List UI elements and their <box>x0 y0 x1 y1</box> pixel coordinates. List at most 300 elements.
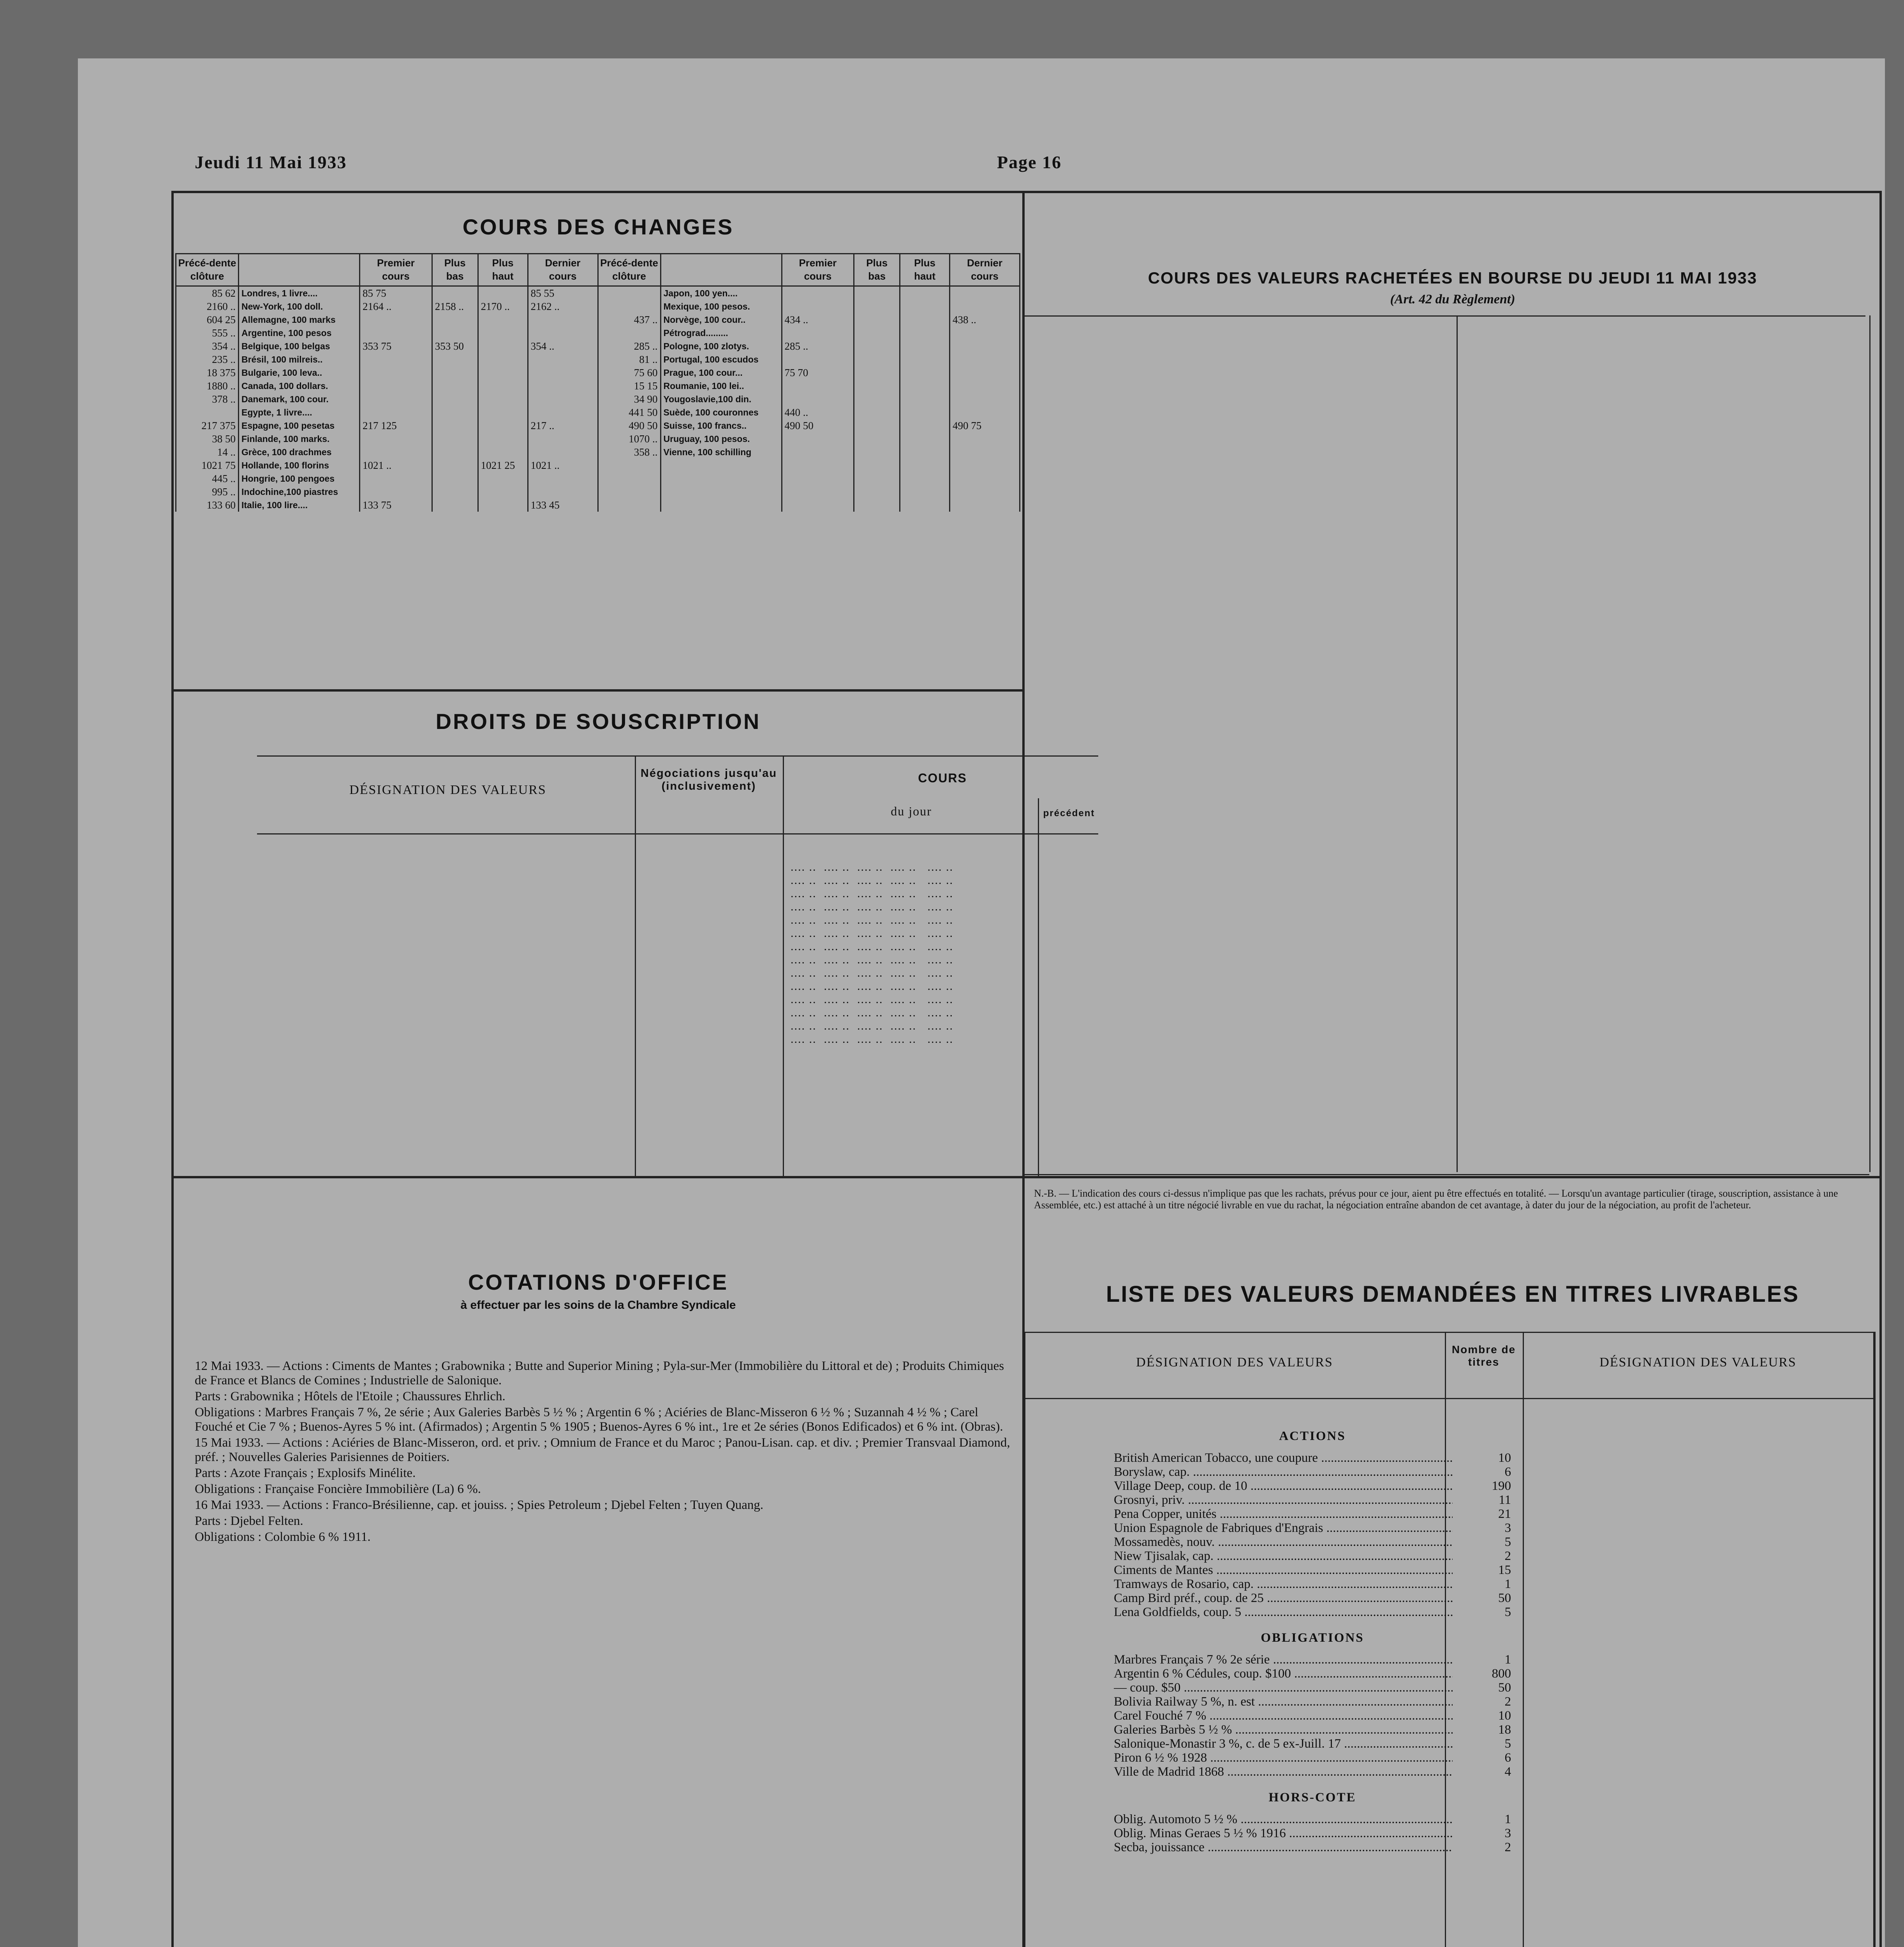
livrables-col-line-3 <box>1873 1332 1874 1947</box>
fx-left-prev: 2160 .. <box>176 300 239 313</box>
fx-right-name: Suède, 100 couronnes <box>660 406 782 419</box>
fx-right-prev <box>598 326 660 340</box>
fx-left-name: Brésil, 100 milreis.. <box>239 353 360 366</box>
fx-left-high <box>478 472 528 485</box>
droits-col-precedent: précédent <box>1043 808 1095 819</box>
fx-left-first <box>360 353 432 366</box>
fx-left-prev: 445 .. <box>176 472 239 485</box>
item-name: Camp Bird préf., coup. de 25 ..... <box>1114 1591 1453 1605</box>
fx-right-high <box>900 485 950 498</box>
fx-right-name: Yougoslavie,100 din. <box>660 393 782 406</box>
livrables-title: LISTE DES VALEURS DEMANDÉES EN TITRES LIVRABLES <box>1106 1282 1800 1307</box>
fx-right-last <box>950 300 1020 313</box>
fx-right-name: Mexique, 100 pesos. <box>660 300 782 313</box>
list-row <box>1114 1479 1511 1493</box>
item-name: Boryslaw, cap. ..... <box>1114 1465 1453 1479</box>
fx-left-high <box>478 393 528 406</box>
fx-right-last <box>950 326 1020 340</box>
list-row <box>1114 1812 1511 1826</box>
item-n: 1 <box>1504 1577 1511 1591</box>
item-name: British American Tobacco, une coupure ..... <box>1114 1451 1453 1465</box>
fx-right-last <box>950 485 1020 498</box>
fx-right-name: Vienne, 100 schilling <box>660 445 782 459</box>
fx-left-prev: 217 375 <box>176 419 239 432</box>
col-prev-right: Précé-dente clôture <box>598 254 660 286</box>
fx-right-first <box>782 485 854 498</box>
fx-row <box>176 366 1020 379</box>
livrables-col-line-2 <box>1523 1332 1524 1947</box>
fx-left-high <box>478 286 528 300</box>
fx-left-prev: 85 62 <box>176 286 239 300</box>
livrables-horscote-label: HORS-COTE <box>1268 1790 1356 1804</box>
fx-right-low <box>854 485 900 498</box>
fx-right-high <box>900 445 950 459</box>
fx-right-last: 490 75 <box>950 419 1020 432</box>
item-n: 4 <box>1504 1765 1511 1779</box>
item-n: 3 <box>1504 1521 1511 1535</box>
col-spacer-right <box>660 254 782 286</box>
fx-left-prev: 555 .. <box>176 326 239 340</box>
exchange-rates-table <box>175 253 1020 512</box>
fx-left-name: Hongrie, 100 pengoes <box>239 472 360 485</box>
droits-head-line <box>257 833 1098 834</box>
cotations-title: COTATIONS D'OFFICE <box>468 1270 729 1294</box>
col-high-left: Plus haut <box>478 254 528 286</box>
fx-left-first <box>360 472 432 485</box>
fx-left-last <box>528 326 598 340</box>
list-row <box>1114 1493 1511 1507</box>
item-name: Piron 6 ½ % 1928 ..... <box>1114 1751 1453 1765</box>
fx-left-last <box>528 393 598 406</box>
fx-right-low <box>854 379 900 393</box>
fx-left-last: 2162 .. <box>528 300 598 313</box>
fx-left-low: 353 50 <box>432 340 478 353</box>
cotation-paragraph: Parts : Djebel Felten. <box>195 1514 303 1528</box>
fx-row <box>176 286 1020 300</box>
fx-left-low <box>432 326 478 340</box>
fx-right-high <box>900 406 950 419</box>
livrables-col-nombre: Nombre de titres <box>1451 1343 1516 1368</box>
list-row <box>1114 1667 1511 1681</box>
item-n: 21 <box>1498 1507 1511 1521</box>
fx-right-high <box>900 393 950 406</box>
livrables-actions-label: ACTIONS <box>1279 1429 1346 1443</box>
cotation-paragraph: 12 Mai 1933. — Actions : Ciments de Mantes ; Grabownika ; Butte and Superior Mining ; Pyla-sur-Mer (Immobilière du Littoral et de) ; Produits Chimiques de France et Blancs de Comines ; Industrielle de Salonique. <box>195 1359 1004 1387</box>
fx-left-high <box>478 340 528 353</box>
item-n: 6 <box>1504 1465 1511 1479</box>
fx-left-low <box>432 353 478 366</box>
livrables-list <box>1114 1417 1511 1854</box>
fx-left-high <box>478 366 528 379</box>
fx-right-low <box>854 366 900 379</box>
fx-left-prev: 14 .. <box>176 445 239 459</box>
fx-left-first <box>360 445 432 459</box>
fx-right-name: Pétrograd......... <box>660 326 782 340</box>
rachetees-head-line <box>1024 315 1865 317</box>
livrables-col-designation: DÉSIGNATION DES VALEURS <box>1136 1355 1333 1370</box>
fx-right-last <box>950 498 1020 512</box>
fx-left-first <box>360 406 432 419</box>
fx-left-high <box>478 419 528 432</box>
fx-right-first <box>782 326 854 340</box>
fx-right-prev <box>598 286 660 300</box>
fx-right-prev: 1070 .. <box>598 432 660 445</box>
fx-left-prev: 378 .. <box>176 393 239 406</box>
fx-left-high <box>478 313 528 326</box>
fx-row <box>176 340 1020 353</box>
droits-title: DROITS DE SOUSCRIPTION <box>435 709 761 734</box>
fx-right-high <box>900 340 950 353</box>
list-row <box>1114 1723 1511 1737</box>
item-name: Grosnyi, priv. ..... <box>1114 1493 1453 1507</box>
fx-left-name: Allemagne, 100 marks <box>239 313 360 326</box>
list-row <box>1114 1451 1511 1465</box>
fx-right-high <box>900 419 950 432</box>
fx-right-low <box>854 445 900 459</box>
fx-left-first <box>360 366 432 379</box>
fx-right-first <box>782 498 854 512</box>
livrables-obligations-label: OBLIGATIONS <box>1261 1631 1364 1645</box>
col-last-left: Dernier cours <box>528 254 598 286</box>
cotation-paragraph: 16 Mai 1933. — Actions : Franco-Brésilienne, cap. et jouiss. ; Spies Petroleum ; Djebel Felten ; Tuyen Quang. <box>195 1498 764 1512</box>
fx-right-last <box>950 340 1020 353</box>
droits-col-line-3 <box>1038 798 1039 1176</box>
fx-left-first: 85 75 <box>360 286 432 300</box>
fx-row <box>176 353 1020 366</box>
list-row <box>1114 1709 1511 1723</box>
page-date: Jeudi 11 Mai 1933 <box>195 152 347 172</box>
fx-right-first: 440 .. <box>782 406 854 419</box>
item-name: Niew Tjisalak, cap. ..... <box>1114 1549 1453 1563</box>
cotation-paragraph: Parts : Grabownika ; Hôtels de l'Etoile ; Chaussures Ehrlich. <box>195 1389 506 1403</box>
fx-right-low <box>854 459 900 472</box>
fx-right-high <box>900 353 950 366</box>
fx-left-first: 133 75 <box>360 498 432 512</box>
fx-right-first: 285 .. <box>782 340 854 353</box>
fx-left-high <box>478 379 528 393</box>
list-row <box>1114 1507 1511 1521</box>
item-n: 10 <box>1498 1709 1511 1723</box>
fx-left-low <box>432 498 478 512</box>
changes-title: COURS DES CHANGES <box>462 215 734 239</box>
fx-right-first: 434 .. <box>782 313 854 326</box>
item-name: Argentin 6 % Cédules, coup. $100 ..... <box>1114 1667 1453 1681</box>
fx-right-low <box>854 419 900 432</box>
item-name: Oblig. Automoto 5 ½ % ..... <box>1114 1812 1453 1826</box>
item-n: 6 <box>1504 1751 1511 1765</box>
fx-left-high <box>478 498 528 512</box>
fx-left-prev: 604 25 <box>176 313 239 326</box>
fx-left-last <box>528 485 598 498</box>
fx-right-prev: 15 15 <box>598 379 660 393</box>
section-divider-1 <box>174 1176 1879 1178</box>
fx-right-low <box>854 472 900 485</box>
fx-right-first <box>782 286 854 300</box>
fx-left-name: Espagne, 100 pesetas <box>239 419 360 432</box>
fx-left-high <box>478 432 528 445</box>
fx-right-name <box>660 498 782 512</box>
cotation-paragraph: Parts : Azote Français ; Explosifs Minélite. <box>195 1466 416 1480</box>
list-row <box>1114 1591 1511 1605</box>
fx-left-last: 217 .. <box>528 419 598 432</box>
fx-right-first <box>782 353 854 366</box>
fx-right-prev: 285 .. <box>598 340 660 353</box>
fx-left-prev: 995 .. <box>176 485 239 498</box>
list-row <box>1114 1577 1511 1591</box>
fx-left-name: Canada, 100 dollars. <box>239 379 360 393</box>
fx-right-low <box>854 406 900 419</box>
fx-row <box>176 432 1020 445</box>
fx-row <box>176 300 1020 313</box>
item-name: — coup. $50 ..... <box>1114 1681 1453 1695</box>
fx-right-low <box>854 498 900 512</box>
fx-right-name <box>660 459 782 472</box>
fx-left-name: Egypte, 1 livre.... <box>239 406 360 419</box>
fx-right-low <box>854 286 900 300</box>
item-n: 5 <box>1504 1737 1511 1751</box>
item-n: 15 <box>1498 1563 1511 1577</box>
droits-col-cours: COURS <box>918 771 967 785</box>
droits-col-line-2 <box>783 755 784 1176</box>
fx-right-high <box>900 379 950 393</box>
fx-right-high <box>900 286 950 300</box>
fx-row <box>176 406 1020 419</box>
fx-right-first <box>782 445 854 459</box>
fx-right-low <box>854 340 900 353</box>
item-name: Carel Fouché 7 % ..... <box>1114 1709 1453 1723</box>
fx-right-first <box>782 432 854 445</box>
col-first-left: Premier cours <box>360 254 432 286</box>
col-low-left: Plus bas <box>432 254 478 286</box>
cotation-paragraph: 15 Mai 1933. — Actions : Aciéries de Blanc-Misseron, ord. et priv. ; Omnium de France et du Maroc ; Panou-Lisan. cap. et div. ; Premier Transvaal Diamond, préf. ; Nouvelles Galeries Parisiennes de Poitiers. <box>195 1436 1010 1464</box>
fx-left-high: 1021 25 <box>478 459 528 472</box>
fx-right-prev: 81 .. <box>598 353 660 366</box>
fx-left-low <box>432 313 478 326</box>
item-name: Bolivia Railway 5 %, n. est ..... <box>1114 1695 1453 1709</box>
fx-right-name: Pologne, 100 zlotys. <box>660 340 782 353</box>
list-row <box>1114 1549 1511 1563</box>
list-row <box>1114 1681 1511 1695</box>
item-name: Pena Copper, unités ..... <box>1114 1507 1453 1521</box>
fx-left-high <box>478 406 528 419</box>
fx-left-last <box>528 313 598 326</box>
cotation-paragraph: Obligations : Colombie 6 % 1911. <box>195 1530 371 1544</box>
rachetees-bottom-line <box>1024 1174 1869 1175</box>
fx-right-high <box>900 472 950 485</box>
list-row <box>1114 1826 1511 1840</box>
list-row <box>1114 1605 1511 1619</box>
rachetees-subtitle: (Art. 42 du Règlement) <box>1390 292 1515 306</box>
item-n: 50 <box>1498 1591 1511 1605</box>
fx-left-high: 2170 .. <box>478 300 528 313</box>
item-name: Galeries Barbès 5 ½ % ..... <box>1114 1723 1453 1737</box>
fx-row <box>176 419 1020 432</box>
fx-right-last <box>950 353 1020 366</box>
fx-left-low <box>432 445 478 459</box>
fx-right-prev: 490 50 <box>598 419 660 432</box>
fx-right-prev <box>598 459 660 472</box>
fx-left-high <box>478 353 528 366</box>
fx-right-name: Portugal, 100 escudos <box>660 353 782 366</box>
fx-row <box>176 485 1020 498</box>
fx-left-high <box>478 485 528 498</box>
fx-right-name: Prague, 100 cour... <box>660 366 782 379</box>
list-row <box>1114 1653 1511 1667</box>
newspaper-page <box>78 58 1885 1947</box>
droits-col-line-1 <box>635 755 636 1176</box>
list-row <box>1114 1765 1511 1779</box>
fx-right-prev <box>598 300 660 313</box>
fx-right-high <box>900 326 950 340</box>
fx-left-low <box>432 459 478 472</box>
rachetees-col-line-2 <box>1869 315 1871 1172</box>
item-name: Mossamedès, nouv. ..... <box>1114 1535 1453 1549</box>
fx-left-first <box>360 393 432 406</box>
livrables-head-line <box>1024 1398 1873 1399</box>
list-row <box>1114 1695 1511 1709</box>
fx-right-last <box>950 393 1020 406</box>
item-n: 1 <box>1504 1653 1511 1667</box>
fx-left-prev: 1021 75 <box>176 459 239 472</box>
item-name: Lena Goldfields, coup. 5 ..... <box>1114 1605 1453 1619</box>
droits-divider <box>174 689 1023 692</box>
item-n: 18 <box>1498 1723 1511 1737</box>
rachetees-title: COURS DES VALEURS RACHETÉES EN BOURSE DU JEUDI 11 MAI 1933 <box>1148 269 1758 287</box>
item-name: Oblig. Minas Geraes 5 ½ % 1916 ..... <box>1114 1826 1453 1840</box>
fx-right-high <box>900 459 950 472</box>
droits-col-negociations: Négociations jusqu'au (inclusivement) <box>640 767 777 792</box>
droits-col-jour: du jour <box>891 804 932 818</box>
fx-right-last: 438 .. <box>950 313 1020 326</box>
fx-left-prev: 1880 .. <box>176 379 239 393</box>
fx-left-prev: 18 375 <box>176 366 239 379</box>
item-n: 10 <box>1498 1451 1511 1465</box>
fx-right-last <box>950 459 1020 472</box>
fx-right-low <box>854 432 900 445</box>
item-name: Secba, jouissance ..... <box>1114 1840 1453 1854</box>
item-n: 3 <box>1504 1826 1511 1840</box>
list-row <box>1114 1521 1511 1535</box>
item-name: Ville de Madrid 1868 ..... <box>1114 1765 1453 1779</box>
fx-right-low <box>854 353 900 366</box>
fx-left-name: Londres, 1 livre.... <box>239 286 360 300</box>
fx-left-low <box>432 366 478 379</box>
fx-right-name: Suisse, 100 francs.. <box>660 419 782 432</box>
fx-right-low <box>854 393 900 406</box>
fx-left-first: 217 125 <box>360 419 432 432</box>
fx-left-low <box>432 286 478 300</box>
fx-right-first <box>782 393 854 406</box>
fx-left-prev: 133 60 <box>176 498 239 512</box>
fx-left-name: Indochine,100 piastres <box>239 485 360 498</box>
fx-right-high <box>900 366 950 379</box>
item-n: 5 <box>1504 1535 1511 1549</box>
fx-left-first <box>360 313 432 326</box>
item-name: Village Deep, coup. de 10 ..... <box>1114 1479 1453 1493</box>
droits-dotted-placeholder: .... .. .... .. .... .. .... .. .... .. .... .. .... .. .... .. .... .. .... .. .... .. .... .. .... .. .... .. .... .. .... .. .... .. .... .. .... .. .... .. .... .. .... .. .... .. .... .. .... .. .... .. .... .. .... .. .... .. .... .. .... .. .... .. .... .. .... .. .... .. .... .. .... .. .... .. .... .. .... .. .... .. .... .. .... .. .... .. .... .. .... .. .... .. .... .. .... .. .... .. .... .. .... .. .... .. .... .. .... .. .... .. .... .. .... .. .... .. .... .. .... .. .... .. .... .. .... .. .... .. .... .. .... .. .... .. .... .. .... .. <box>791 861 953 1046</box>
item-n: 190 <box>1492 1479 1511 1493</box>
fx-right-name: Japon, 100 yen.... <box>660 286 782 300</box>
item-n: 11 <box>1499 1493 1511 1507</box>
item-n: 2 <box>1504 1695 1511 1709</box>
fx-left-last <box>528 445 598 459</box>
fx-left-low <box>432 485 478 498</box>
fx-left-low <box>432 432 478 445</box>
fx-right-prev: 437 .. <box>598 313 660 326</box>
col-last-right: Dernier cours <box>950 254 1020 286</box>
item-n: 800 <box>1492 1667 1511 1681</box>
fx-right-first: 75 70 <box>782 366 854 379</box>
item-name: Union Espagnole de Fabriques d'Engrais ..... <box>1114 1521 1453 1535</box>
item-name: Marbres Français 7 % 2e série ..... <box>1114 1653 1453 1667</box>
fx-right-last <box>950 406 1020 419</box>
fx-left-name: Argentine, 100 pesos <box>239 326 360 340</box>
fx-right-low <box>854 313 900 326</box>
fx-row <box>176 472 1020 485</box>
fx-left-name: Belgique, 100 belgas <box>239 340 360 353</box>
droits-col-designation: DÉSIGNATION DES VALEURS <box>349 783 546 797</box>
item-name: Ciments de Mantes ..... <box>1114 1563 1453 1577</box>
fx-left-last <box>528 472 598 485</box>
fx-left-first <box>360 485 432 498</box>
item-n: 2 <box>1504 1840 1511 1854</box>
livrables-col-designation-2: DÉSIGNATION DES VALEURS <box>1599 1355 1797 1370</box>
list-row <box>1114 1840 1511 1854</box>
fx-right-last <box>950 286 1020 300</box>
item-n: 2 <box>1504 1549 1511 1563</box>
fx-left-first: 353 75 <box>360 340 432 353</box>
fx-left-first <box>360 379 432 393</box>
fx-left-first: 2164 .. <box>360 300 432 313</box>
fx-right-last <box>950 445 1020 459</box>
fx-row <box>176 379 1020 393</box>
fx-left-name: Italie, 100 lire.... <box>239 498 360 512</box>
item-n: 1 <box>1504 1812 1511 1826</box>
fx-left-low <box>432 406 478 419</box>
fx-right-name <box>660 472 782 485</box>
fx-right-last <box>950 472 1020 485</box>
fx-left-low <box>432 393 478 406</box>
list-row <box>1114 1737 1511 1751</box>
fx-left-last: 1021 .. <box>528 459 598 472</box>
fx-left-name: New-York, 100 doll. <box>239 300 360 313</box>
fx-left-last: 354 .. <box>528 340 598 353</box>
cotations-subtitle: à effectuer par les soins de la Chambre Syndicale <box>460 1299 736 1311</box>
fx-left-first <box>360 432 432 445</box>
fx-left-high <box>478 326 528 340</box>
list-row <box>1114 1751 1511 1765</box>
cotations-paragraphs <box>195 1359 1013 1546</box>
fx-left-name: Grèce, 100 drachmes <box>239 445 360 459</box>
fx-right-prev: 75 60 <box>598 366 660 379</box>
fx-right-low <box>854 326 900 340</box>
fx-right-high <box>900 498 950 512</box>
fx-right-prev <box>598 485 660 498</box>
fx-right-last <box>950 379 1020 393</box>
col-prev-left: Précé-dente clôture <box>176 254 239 286</box>
fx-right-name: Uruguay, 100 pesos. <box>660 432 782 445</box>
fx-left-last <box>528 366 598 379</box>
fx-left-last <box>528 432 598 445</box>
fx-left-prev <box>176 406 239 419</box>
fx-right-high <box>900 313 950 326</box>
rachetees-col-line <box>1457 315 1458 1172</box>
fx-left-name: Danemark, 100 cour. <box>239 393 360 406</box>
fx-row <box>176 459 1020 472</box>
fx-row <box>176 393 1020 406</box>
rachetees-note: N.-B. — L'indication des cours ci-dessus n'implique pas que les rachats, prévus pour ce jour, aient pu être effectués en totalité. — Lorsqu'un avantage particulier (tirage, souscription, assistance à une Assemblée, etc.) est attaché à un titre négocié livrable en vue du rachat, la négociation entraîne abandon de cet avantage, à dater du jour de la négociation, au profit de l'acheteur. <box>1034 1188 1838 1211</box>
fx-left-high <box>478 445 528 459</box>
